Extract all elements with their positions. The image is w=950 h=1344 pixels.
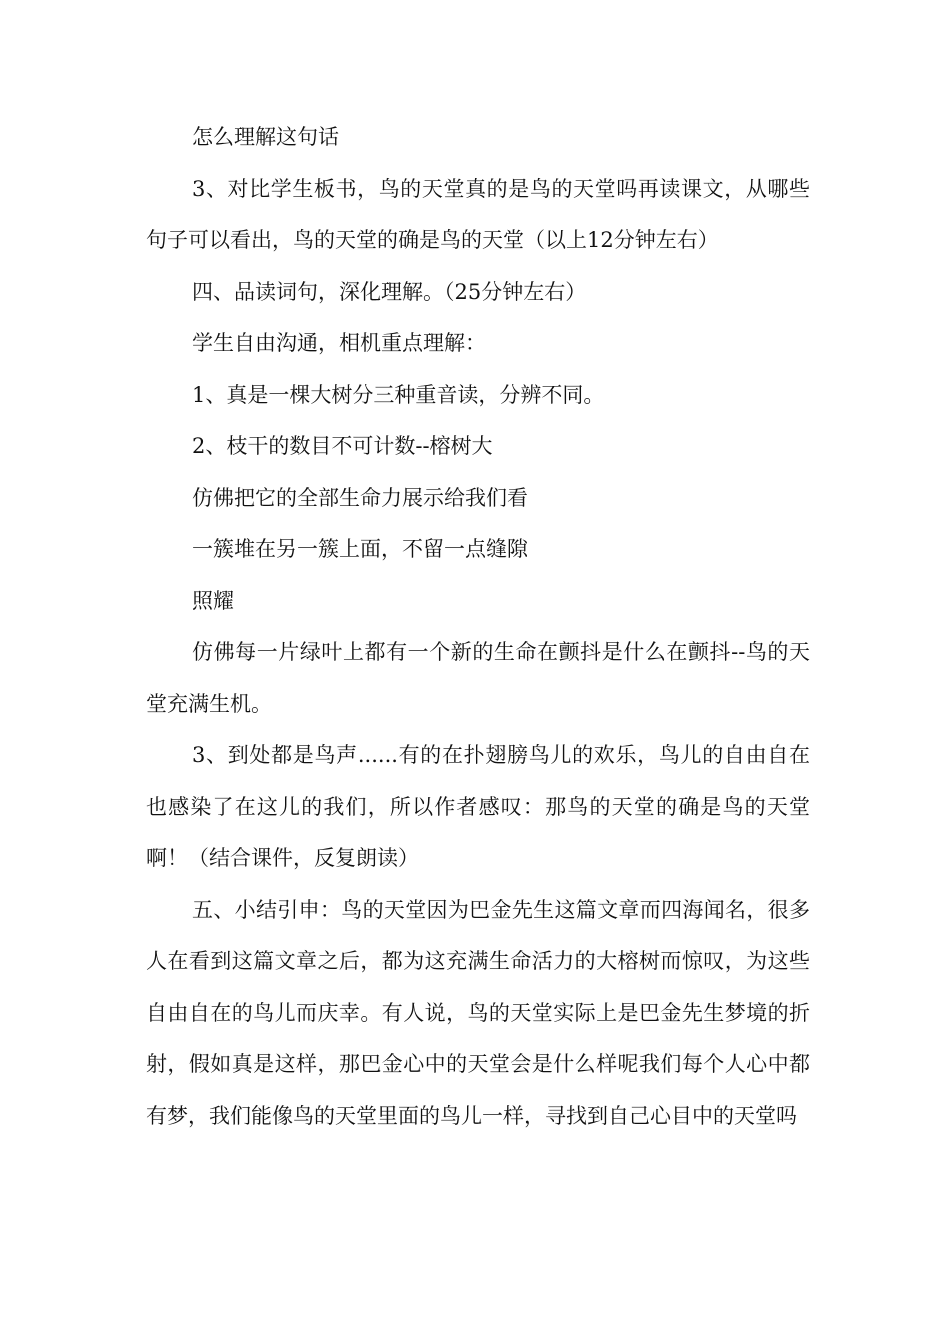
paragraph: 2、枝干的数目不可计数--榕树大 [192, 434, 493, 458]
paragraph: 仿佛每一片绿叶上都有一个新的生命在颤抖是什么在颤抖--鸟的天堂充满生机。 [146, 640, 810, 716]
paragraph: 怎么理解这句话 [192, 125, 339, 149]
paragraph: 3、对比学生板书，鸟的天堂真的是鸟的天堂吗再读课文，从哪些句子可以看出，鸟的天堂的确是鸟的天堂（以上12分钟左右） [146, 176, 810, 252]
document-body [146, 112, 810, 1142]
paragraph: 一簇堆在另一簇上面，不留一点缝隙 [192, 537, 528, 561]
paragraph: 仿佛把它的全部生命力展示给我们看 [192, 485, 528, 510]
paragraph: 照耀 [192, 588, 234, 613]
paragraph: 学生自由沟通，相机重点理解： [192, 331, 486, 355]
paragraph: 四、品读词句，深化理解。（25分钟左右） [192, 279, 587, 304]
paragraph: 3、到处都是鸟声......有的在扑翅膀鸟儿的欢乐，鸟儿的自由自在也感染了在这儿的我们，所以作者感叹：那鸟的天堂的确是鸟的天堂啊！（结合课件，反复朗读） [146, 743, 810, 870]
paragraph: 五、小结引申：鸟的天堂因为巴金先生这篇文章而四海闻名，很多人在看到这篇文章之后，都为这充满生命活力的大榕树而惊叹，为这些自由自在的鸟儿而庆幸。有人说，鸟的天堂实际上是巴金先生梦境的折射，假如真是这样，那巴金心中的天堂会是什么样呢我们每个人心中都有梦，我们能像鸟的天堂里面的鸟儿一样，寻找到自己心目中的天堂吗 [146, 897, 810, 1128]
paragraph: 1、真是一棵大树分三种重音读，分辨不同。 [192, 382, 605, 407]
